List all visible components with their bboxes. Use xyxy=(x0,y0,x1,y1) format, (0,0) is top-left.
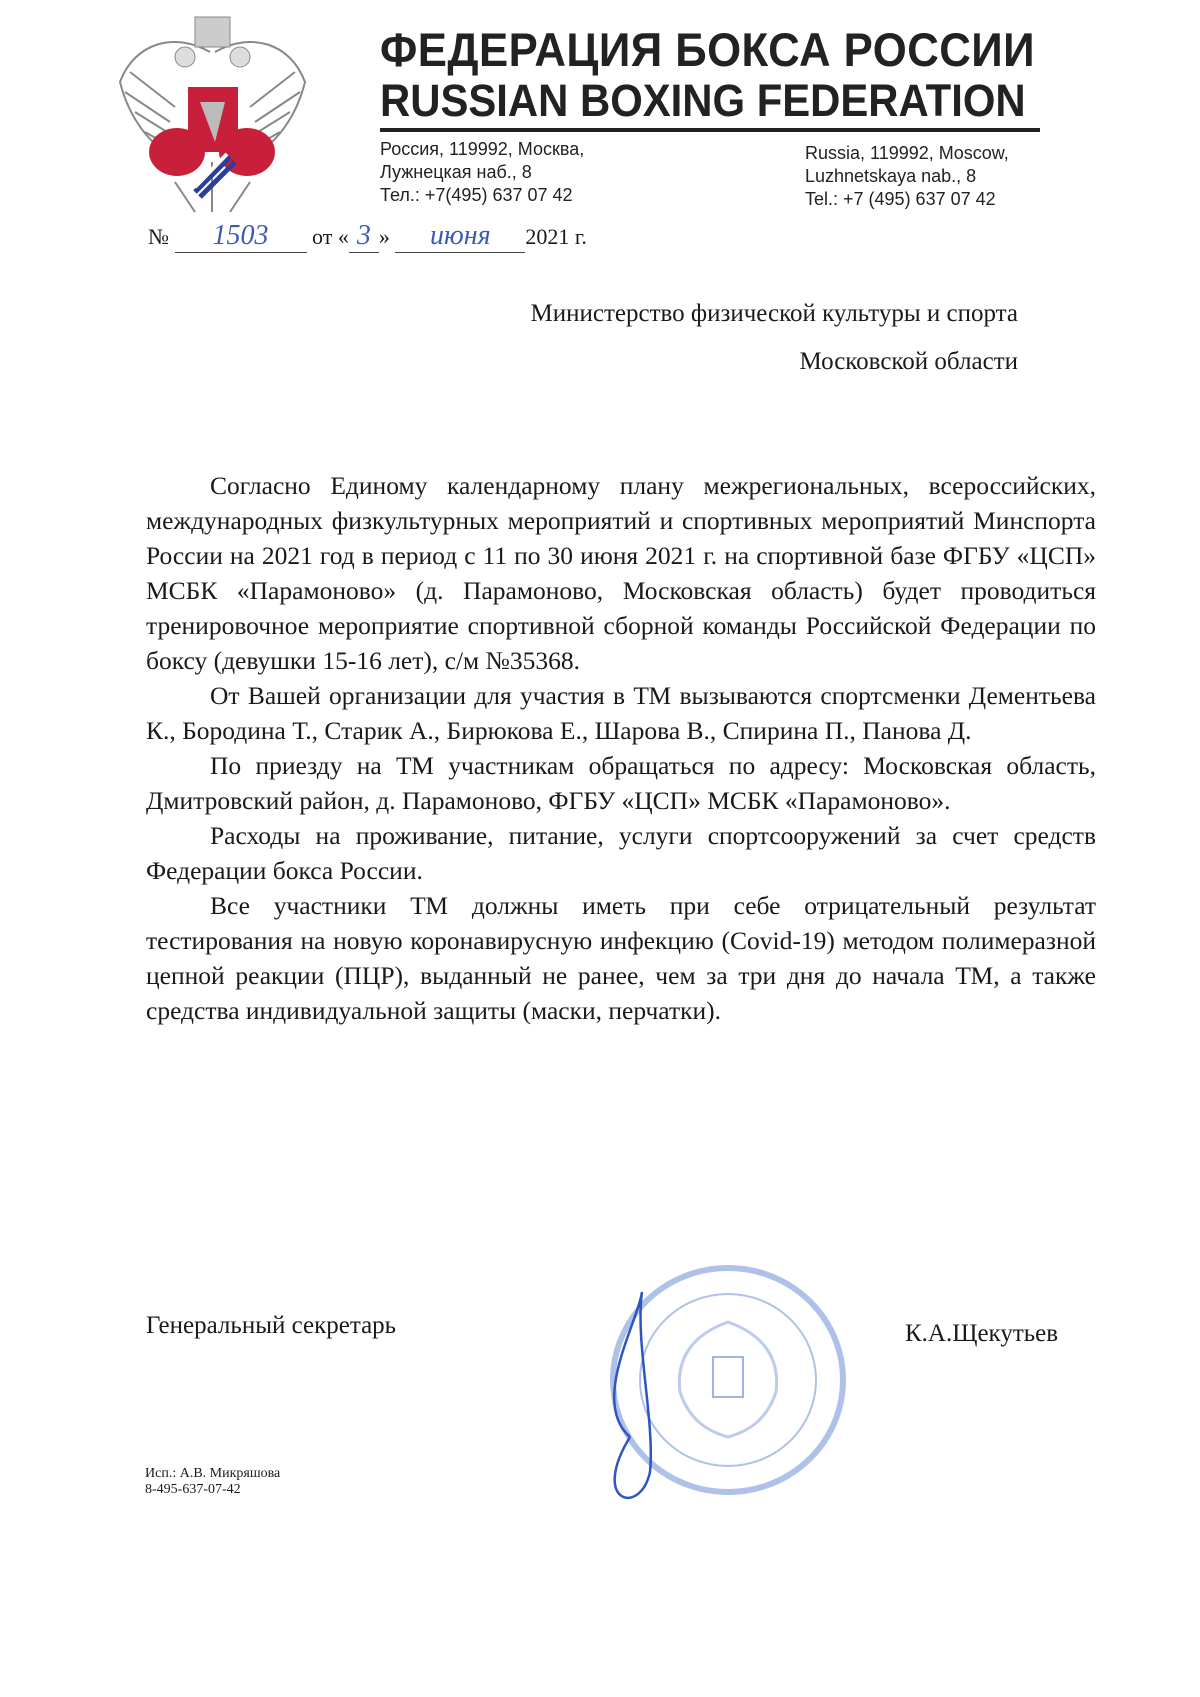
official-stamp xyxy=(580,1262,860,1502)
body-paragraph: От Вашей организации для участия в ТМ вызываются спортсменки Дементьева К., Бородина Т., Старик А., Бирюкова Е., Шарова В., Спирина П., Панова Д. xyxy=(146,681,1096,745)
body-paragraph: По приезду на ТМ участникам обращаться по адресу: Московская область, Дмитровский район, д. Парамоново, ФГБУ «ЦСП» МСБК «Парамоново». xyxy=(146,751,1096,815)
executor-info xyxy=(145,1466,280,1498)
body-paragraph: Все участники ТМ должны иметь при себе отрицательный результат тестирования на новую коронавирусную инфекцию (Covid-19) методом полимеразной цепной реакции (ПЦР), выданный не ранее, чем за три дня до начала ТМ, а также средства индивидуальной защиты (маски, перчатки). xyxy=(146,891,1096,1025)
federation-emblem-logo xyxy=(115,12,310,217)
recipient-line: Московской области xyxy=(799,348,1018,375)
number-label: № xyxy=(148,224,169,249)
address-en-line: Luzhnetskaya nab., 8 xyxy=(805,166,977,186)
executor-phone: 8-495-637-07-42 xyxy=(145,1482,241,1497)
reg-month: июня xyxy=(395,220,525,253)
day-close: » xyxy=(378,224,390,249)
address-en-line: Russia, 119992, Moscow, xyxy=(805,143,1009,163)
header-divider xyxy=(380,128,1040,132)
address-ru xyxy=(380,138,584,207)
body-paragraph: Расходы на проживание, питание, услуги спортсооружений за счет средств Федерации бокса России. xyxy=(146,821,1096,885)
reg-number: 1503 xyxy=(175,220,307,253)
address-ru-line: Россия, 119992, Москва, xyxy=(380,139,585,159)
recipient-line: Министерство физической культуры и спорта xyxy=(530,300,1018,327)
letter-body xyxy=(146,468,1096,1028)
executor-name: Исп.: А.В. Микряшова xyxy=(145,1466,281,1481)
address-ru-line: Тел.: +7(495) 637 07 42 xyxy=(380,185,573,205)
from-label: от « xyxy=(312,224,349,249)
body-paragraph: Согласно Единому календарному плану межрегиональных, всероссийских, международных физкультурных мероприятий и спортивных мероприятий Минспорта России на 2021 год в период с 11 по 30 июня 2021 г. на спортивной базе ФГБУ «ЦСП» МСБК «Парамоново» (д. Парамоново, Московская область) будет проводиться тренировочное мероприятие спортивной сборной команды Российской Федерации по боксу (девушки 15-16 лет), с/м №35368. xyxy=(146,471,1096,675)
signer-name: К.А.Щекутьев xyxy=(905,1320,1059,1347)
reg-year: 2021 г. xyxy=(525,224,587,249)
federation-title-ru: ФЕДЕРАЦИЯ БОКСА РОССИИ xyxy=(380,23,1036,76)
registration-line xyxy=(148,220,587,253)
signer-position: Генеральный секретарь xyxy=(146,1312,397,1339)
address-en xyxy=(805,142,1009,211)
reg-day: 3 xyxy=(349,220,379,253)
federation-title-en: RUSSIAN BOXING FEDERATION xyxy=(380,75,1026,126)
address-ru-line: Лужнецкая наб., 8 xyxy=(380,162,532,182)
address-en-line: Tel.: +7 (495) 637 07 42 xyxy=(805,189,996,209)
